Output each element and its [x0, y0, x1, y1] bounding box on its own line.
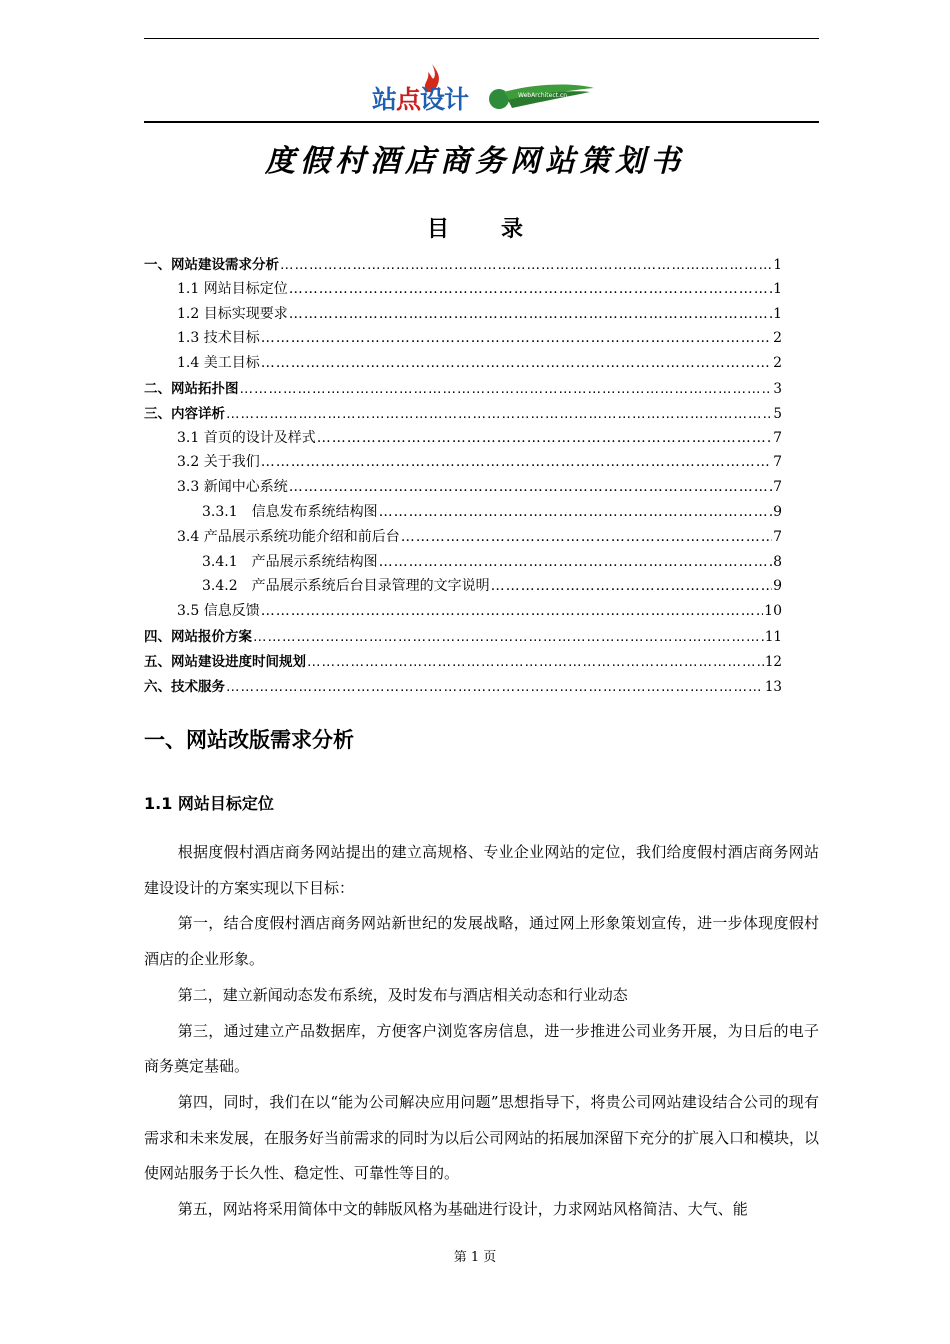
- paragraph: 第二，建立新闻动态发布系统，及时发布与酒店相关动态和行业动态: [177, 985, 628, 1004]
- document-title: 度假村酒店商务网站策划书: [265, 144, 685, 179]
- logo-wordmark: 站点设计: [372, 85, 469, 114]
- site-logo: [372, 64, 592, 120]
- toc-entry[interactable]: 3.4.1 产品展示系统结构图 ……………………………………………………………………………………………………………………………………………………………………………………… 8: [144, 551, 782, 576]
- logo-rule: [144, 121, 819, 123]
- page-number: 第 1 页: [453, 1250, 497, 1265]
- toc-entry[interactable]: 1.4 美工目标 ……………………………………………………………………………………………………………………………………………………………………………………… 2: [144, 352, 782, 377]
- logo-subtext: WebArchitect.cn: [518, 92, 567, 99]
- toc-entry[interactable]: 二、网站拓扑图 ……………………………………………………………………………………………………………………………………………………………………………………… 3: [144, 377, 782, 402]
- table-of-contents: [144, 253, 782, 699]
- toc-entry[interactable]: 3.1 首页的设计及样式 ……………………………………………………………………………………………………………………………………………………………………………………… 7: [144, 427, 782, 452]
- toc-entry[interactable]: 1.2 目标实现要求 ……………………………………………………………………………………………………………………………………………………………………………………… 1: [144, 303, 782, 328]
- toc-entry[interactable]: 五、网站建设进度时间规划 ……………………………………………………………………………………………………………………………………………………………………………………… 12: [144, 650, 782, 675]
- toc-heading: 目 录: [426, 216, 524, 242]
- toc-entry[interactable]: 四、网站报价方案 ……………………………………………………………………………………………………………………………………………………………………………………… 11: [144, 625, 782, 650]
- paragraph: 第四，同时，我们在以“能为公司解决应用问题”思想指导下，将贵公司网站建设结合公司的现有需求和未来发展，在服务好当前需求的同时为以后公司网站的拓展加深留下充分的扩展入口和模块，以使网站服务于长久性、稳定性、可靠性等目的。: [144, 1092, 820, 1183]
- header-rule: [144, 38, 819, 39]
- toc-entry[interactable]: 3.3.1 信息发布系统结构图 ……………………………………………………………………………………………………………………………………………………………………………………… 9: [144, 501, 782, 526]
- paragraph: 根据度假村酒店商务网站提出的建立高规格、专业企业网站的定位，我们给度假村酒店商务网站建设设计的方案实现以下目标：: [144, 843, 819, 897]
- toc-entry[interactable]: 3.4.2 产品展示系统后台目录管理的文字说明 ……………………………………………………………………………………………………………………………………………………………………………………… 9: [144, 575, 782, 600]
- paragraph: 第三，通过建立产品数据库，方便客户浏览客房信息，进一步推进公司业务开展，为日后的电子商务奠定基础。: [144, 1021, 819, 1076]
- toc-entry[interactable]: 三、内容详析 ……………………………………………………………………………………………………………………………………………………………………………………… 5: [144, 402, 782, 427]
- toc-entry[interactable]: 六、技术服务 ……………………………………………………………………………………………………………………………………………………………………………………… 13: [144, 675, 782, 700]
- toc-entry[interactable]: 一、网站建设需求分析 ……………………………………………………………………………………………………………………………………………………………………………………… 1: [144, 253, 782, 278]
- paragraph: 第一，结合度假村酒店商务网站新世纪的发展战略，通过网上形象策划宣传，进一步体现度假村酒店的企业形象。: [144, 914, 819, 969]
- paragraph: 第五，网站将采用简体中文的韩版风格为基础进行设计，力求网站风格简洁、大气、能: [177, 1200, 748, 1219]
- toc-entry[interactable]: 3.3 新闻中心系统 ……………………………………………………………………………………………………………………………………………………………………………………… 7: [144, 476, 782, 501]
- section-heading: 一、网站改版需求分析: [144, 728, 354, 752]
- toc-entry[interactable]: 3.4 产品展示系统功能介绍和前后台 ……………………………………………………………………………………………………………………………………………………………………………………… 7: [144, 526, 782, 551]
- toc-entry[interactable]: 1.3 技术目标 ……………………………………………………………………………………………………………………………………………………………………………………… 2: [144, 327, 782, 352]
- toc-entry[interactable]: 3.2 关于我们 ……………………………………………………………………………………………………………………………………………………………………………………… 7: [144, 451, 782, 476]
- toc-entry[interactable]: 3.5 信息反馈 ……………………………………………………………………………………………………………………………………………………………………………………… 10: [144, 600, 782, 625]
- subsection-heading: 1.1 网站目标定位: [144, 794, 274, 813]
- section-body: [144, 835, 819, 1228]
- toc-entry[interactable]: 1.1 网站目标定位 ……………………………………………………………………………………………………………………………………………………………………………………… 1: [144, 278, 782, 303]
